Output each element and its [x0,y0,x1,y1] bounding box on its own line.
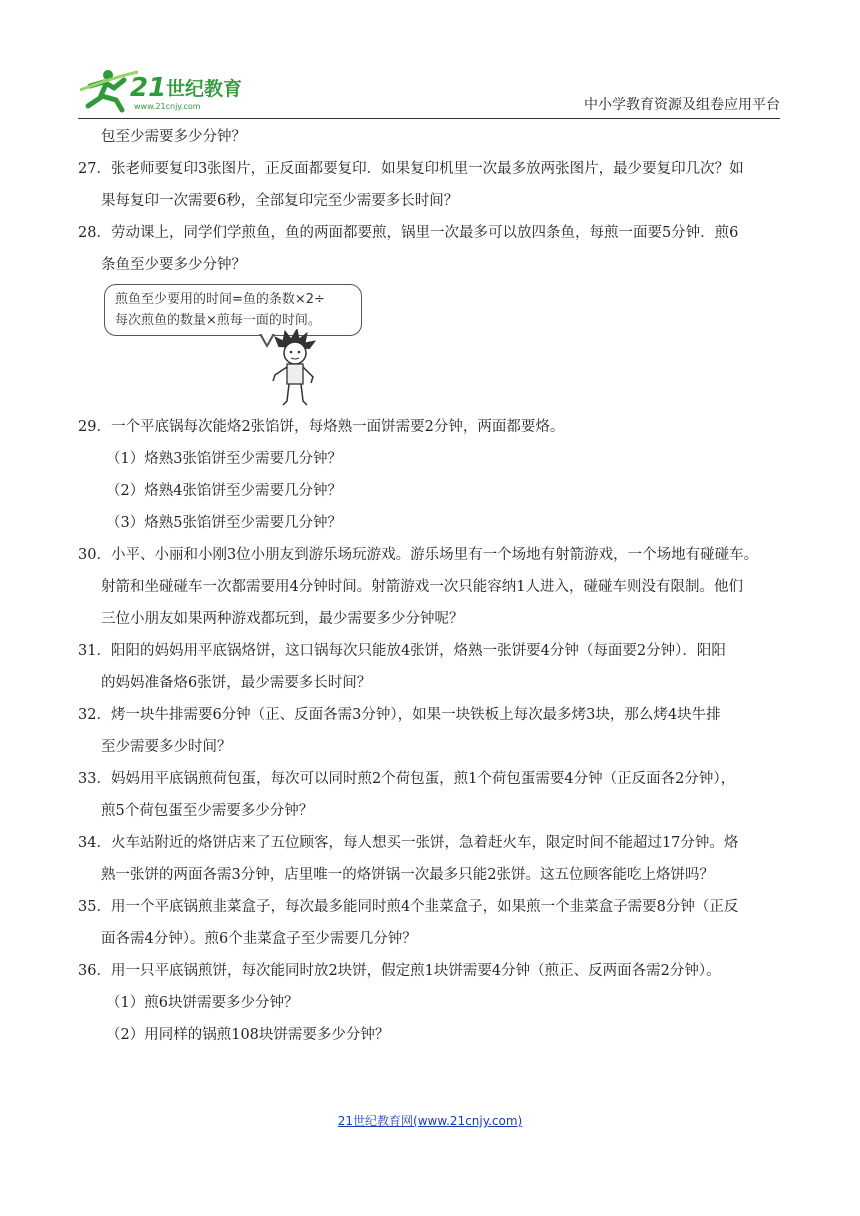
question-continuation-line: 果每复印一次需要6秒，全部复印完至少需要多长时间？ [101,193,459,209]
sub-question-line: （3）烙熟5张馅饼至少需要几分钟？ [106,515,342,531]
question-continuation-line: 熟一张饼的两面各需3分钟，店里唯一的烙饼锅一次最多只能2张饼。这五位顾客能吃上烙饼吗？ [101,867,714,883]
question-line: 27．张老师要复印3张图片，正反面都要复印．如果复印机里一次最多放两张图片，最少要复印几次？如 [78,161,744,177]
sub-question-line: （2）烙熟4张馅饼至少需要几分钟？ [106,483,342,499]
page-footer [0,1112,860,1129]
svg-text:世纪教育: 世纪教育 [166,78,243,100]
question-line: 36．用一只平底锅煎饼，每次能同时放2块饼，假定煎1块饼需要4分钟（煎正、反两面各需2分钟）。 [78,963,721,979]
sub-question-line: （2）用同样的锅煎108块饼需要多少分钟？ [106,1027,390,1043]
question-line: 32．烤一块牛排需要6分钟（正、反面各需3分钟），如果一块铁板上每次最多烤3块，那么烤4块牛排 [78,707,721,723]
sub-question-line: （1）煎6块饼需要多少分钟？ [106,995,299,1011]
question-line: 29．一个平底锅每次能烙2张馅饼，每烙熟一面饼需要2分钟，两面都要烙。 [78,419,565,435]
header-divider [78,118,780,119]
question-continuation-line: 包至少需要多少分钟？ [101,129,246,145]
question-line: 31．阳阳的妈妈用平底锅烙饼，这口锅每次只能放4张饼，烙熟一张饼要4分钟（每面要2分钟）．阳阳 [78,643,726,659]
question-continuation-line: 条鱼至少要多少分钟？ [101,257,246,273]
site-logo [78,66,258,114]
question-line: 30．小平、小丽和小刚3位小朋友到游乐场玩游戏。游乐场里有一个场地有射箭游戏，一个场地有碰碰车。 [78,547,759,563]
platform-name: 中小学教育资源及组卷应用平台 [584,97,780,113]
question-line: 33．妈妈用平底锅煎荷包蛋，每次可以同时煎2个荷包蛋，煎1个荷包蛋需要4分钟（正反面各2分钟）， [78,771,736,787]
svg-text:21: 21 [130,73,167,103]
question-continuation-line: 煎5个荷包蛋至少需要多少分钟？ [101,803,314,819]
question-continuation-line: 的妈妈准备烙6张饼，最少需要多长时间？ [101,675,372,691]
boy-cartoon-icon [261,329,331,409]
footer-site-link[interactable]: 21世纪教育网(www.21cnjy.com) [337,1114,523,1128]
page-header [78,62,780,116]
question-line: 35．用一个平底锅煎韭菜盒子，每次最多能同时煎4个韭菜盒子，如果煎一个韭菜盒子需要8分钟（正反 [78,899,739,915]
question-line: 28．劳动课上，同学们学煎鱼，鱼的两面都要煎，锅里一次最多可以放四条鱼，每煎一面要5分钟．煎6 [78,225,739,241]
hint-illustration [101,283,371,409]
question-continuation-line: 至少需要多少时间？ [101,739,232,755]
question-continuation-line: 三位小朋友如果两种游戏都玩到，最少需要多少分钟呢？ [101,611,464,627]
bubble-text-line2: 每次煎鱼的数量×煎每一面的时间。 [115,313,321,328]
sub-question-line: （1）烙熟3张馅饼至少需要几分钟？ [106,451,342,467]
question-continuation-line: 面各需4分钟）。煎6个韭菜盒子至少需要几分钟？ [101,931,417,947]
bubble-text-line1: 煎鱼至少要用的时间=鱼的条数×2÷ [115,292,325,307]
question-list [78,121,780,1051]
svg-text:www.21cnjy.com: www.21cnjy.com [134,102,201,111]
question-continuation-line: 射箭和坐碰碰车一次都需要用4分钟时间。射箭游戏一次只能容纳1人进入，碰碰车则没有限制。他们 [101,579,743,595]
question-line: 34．火车站附近的烙饼店来了五位顾客，每人想买一张饼，急着赶火车，限定时间不能超过17分钟。烙 [78,835,739,851]
